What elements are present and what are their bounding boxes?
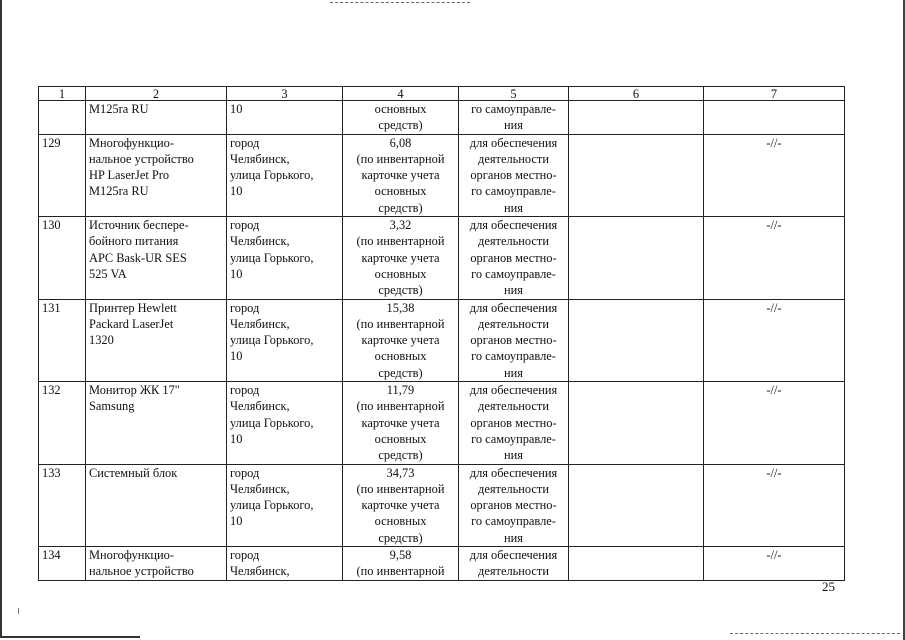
table-row — [39, 382, 845, 464]
line: Челябинск, — [230, 316, 290, 331]
header-cell-7: 7 — [704, 87, 845, 101]
scan-dash-top — [330, 2, 470, 3]
item-name — [86, 464, 227, 546]
line: улица Горького, — [230, 498, 314, 513]
line: Челябинск, — [230, 151, 290, 166]
line: APC Bask-UR SES — [89, 250, 187, 265]
line: 15,38 — [386, 300, 415, 315]
line: город — [230, 548, 260, 563]
item-col6 — [569, 547, 704, 581]
item-col7: -//- — [704, 299, 845, 381]
scan-border-left — [0, 0, 2, 637]
item-value — [343, 547, 459, 581]
item-value — [343, 382, 459, 464]
line: 34,73 — [386, 465, 415, 480]
item-col7: -//- — [704, 547, 845, 581]
continuation-name — [86, 101, 227, 135]
header-cell-3: 3 — [227, 87, 343, 101]
header-cell-4: 4 — [343, 87, 459, 101]
line: карточке учета — [361, 415, 440, 430]
line: деятельности — [478, 234, 549, 249]
line: Монитор ЖК 17" — [89, 383, 180, 398]
line: Многофункцио- — [89, 548, 174, 563]
line: основных — [374, 514, 427, 529]
header-cell-6: 6 — [569, 87, 704, 101]
line: средств) — [378, 200, 423, 215]
item-col7: -//- — [704, 464, 845, 546]
item-address — [227, 134, 343, 216]
line: го самоуправле- — [471, 349, 556, 364]
line: город — [230, 300, 260, 315]
line: Челябинск, — [230, 234, 290, 249]
item-purpose — [459, 464, 569, 546]
item-col7: -//- — [704, 382, 845, 464]
item-address — [227, 217, 343, 299]
line: ния — [504, 530, 523, 545]
header-cell-1: 1 — [39, 87, 86, 101]
scan-mark — [18, 608, 19, 614]
line: для обеспечения — [469, 300, 558, 315]
line: основных — [374, 184, 427, 199]
item-purpose — [459, 217, 569, 299]
line: органов местно- — [470, 168, 557, 183]
page-number: 25 — [822, 579, 835, 594]
line: M125ra RU — [89, 102, 149, 116]
line: (по инвентарной — [356, 234, 445, 249]
line: карточке учета — [361, 250, 440, 265]
line: основных — [374, 266, 427, 281]
line: органов местно- — [470, 333, 557, 348]
line: основных — [374, 102, 427, 116]
line: улица Горького, — [230, 415, 314, 430]
continuation-address — [227, 101, 343, 135]
line: Packard LaserJet — [89, 316, 174, 331]
item-value — [343, 464, 459, 546]
line: деятельности — [478, 481, 549, 496]
continuation-value — [343, 101, 459, 135]
line: органов местно- — [470, 250, 557, 265]
line: для обеспечения — [469, 218, 558, 233]
line: деятельности — [478, 151, 549, 166]
item-purpose — [459, 382, 569, 464]
line: 10 — [230, 102, 243, 116]
line: 11,79 — [386, 383, 415, 398]
property-table — [38, 86, 845, 581]
line: го самоуправле- — [471, 184, 556, 199]
line: нальное устройство — [89, 151, 194, 166]
line: 3,32 — [389, 218, 412, 233]
line: нальное устройство — [89, 564, 194, 579]
item-value — [343, 217, 459, 299]
line: 10 — [230, 514, 243, 529]
line: органов местно- — [470, 498, 557, 513]
continuation-col7 — [704, 101, 845, 135]
header-cell-5: 5 — [459, 87, 569, 101]
line: (по инвентарной — [356, 481, 445, 496]
line: для обеспечения — [469, 548, 558, 563]
table-row — [39, 134, 845, 216]
item-purpose — [459, 547, 569, 581]
line: средств) — [378, 365, 423, 380]
scan-dash-bottom — [730, 633, 900, 634]
item-col6 — [569, 299, 704, 381]
scan-border-bottom — [0, 636, 140, 638]
header-cell-2: 2 — [86, 87, 227, 101]
item-purpose — [459, 134, 569, 216]
line: (по инвентарной — [356, 151, 445, 166]
item-col6 — [569, 382, 704, 464]
line: 9,58 — [389, 548, 412, 563]
table-row — [39, 464, 845, 546]
item-col6 — [569, 464, 704, 546]
item-col7: -//- — [704, 134, 845, 216]
line: Челябинск, — [230, 399, 290, 414]
line: основных — [374, 431, 427, 446]
item-purpose — [459, 299, 569, 381]
line: карточке учета — [361, 168, 440, 183]
line: 10 — [230, 349, 243, 364]
line: деятельности — [478, 316, 549, 331]
row-number: 133 — [39, 464, 86, 546]
item-name — [86, 134, 227, 216]
item-name — [86, 217, 227, 299]
item-address — [227, 547, 343, 581]
line: го самоуправле- — [471, 431, 556, 446]
row-number: 129 — [39, 134, 86, 216]
line: Принтер Hewlett — [89, 300, 177, 315]
line: ния — [504, 365, 523, 380]
line: (по инвентарной — [356, 564, 445, 579]
item-address — [227, 382, 343, 464]
line: средств) — [378, 530, 423, 545]
table-row — [39, 547, 845, 581]
line: Челябинск, — [230, 564, 290, 579]
line: ния — [504, 448, 523, 463]
line: ния — [504, 283, 523, 298]
continuation-row — [39, 101, 845, 135]
line: го самоуправле- — [471, 514, 556, 529]
line: для обеспечения — [469, 135, 558, 150]
line: 10 — [230, 184, 243, 199]
item-col6 — [569, 134, 704, 216]
line: карточке учета — [361, 498, 440, 513]
line: основных — [374, 349, 427, 364]
line: средств) — [378, 118, 423, 133]
row-number: 131 — [39, 299, 86, 381]
table-row — [39, 217, 845, 299]
line: бойного питания — [89, 234, 179, 249]
item-address — [227, 464, 343, 546]
item-address — [227, 299, 343, 381]
line: средств) — [378, 283, 423, 298]
row-number: 130 — [39, 217, 86, 299]
item-name — [86, 382, 227, 464]
line: M125ra RU — [89, 184, 149, 199]
line: город — [230, 465, 260, 480]
line: Samsung — [89, 399, 135, 414]
line: улица Горького, — [230, 168, 314, 183]
line: го самоуправле- — [471, 266, 556, 281]
continuation-purpose — [459, 101, 569, 135]
table-row — [39, 299, 845, 381]
line: 525 VA — [89, 266, 127, 281]
line: ния — [504, 118, 523, 133]
line: HP LaserJet Pro — [89, 168, 170, 183]
line: город — [230, 383, 260, 398]
line: для обеспечения — [469, 465, 558, 480]
line: ния — [504, 200, 523, 215]
line: улица Горького, — [230, 250, 314, 265]
line: город — [230, 135, 260, 150]
row-number: 132 — [39, 382, 86, 464]
line: Системный блок — [89, 465, 178, 480]
item-name — [86, 547, 227, 581]
line: 1320 — [89, 333, 114, 348]
item-name — [86, 299, 227, 381]
line: 6,08 — [389, 135, 412, 150]
line: город — [230, 218, 260, 233]
line: для обеспечения — [469, 383, 558, 398]
item-value — [343, 299, 459, 381]
row-number: 134 — [39, 547, 86, 581]
item-col7: -//- — [704, 217, 845, 299]
line: карточке учета — [361, 333, 440, 348]
line: средств) — [378, 448, 423, 463]
continuation-num — [39, 101, 86, 135]
line: деятельности — [478, 564, 549, 579]
line: го самоуправле- — [471, 102, 556, 116]
line: (по инвентарной — [356, 399, 445, 414]
line: Источник беспере- — [89, 218, 189, 233]
line: 10 — [230, 431, 243, 446]
line: органов местно- — [470, 415, 557, 430]
continuation-col6 — [569, 101, 704, 135]
header-row — [39, 87, 845, 101]
line: Многофункцио- — [89, 135, 174, 150]
line: 10 — [230, 266, 243, 281]
item-col6 — [569, 217, 704, 299]
line: деятельности — [478, 399, 549, 414]
item-value — [343, 134, 459, 216]
line: (по инвентарной — [356, 316, 445, 331]
line: Челябинск, — [230, 481, 290, 496]
line: улица Горького, — [230, 333, 314, 348]
